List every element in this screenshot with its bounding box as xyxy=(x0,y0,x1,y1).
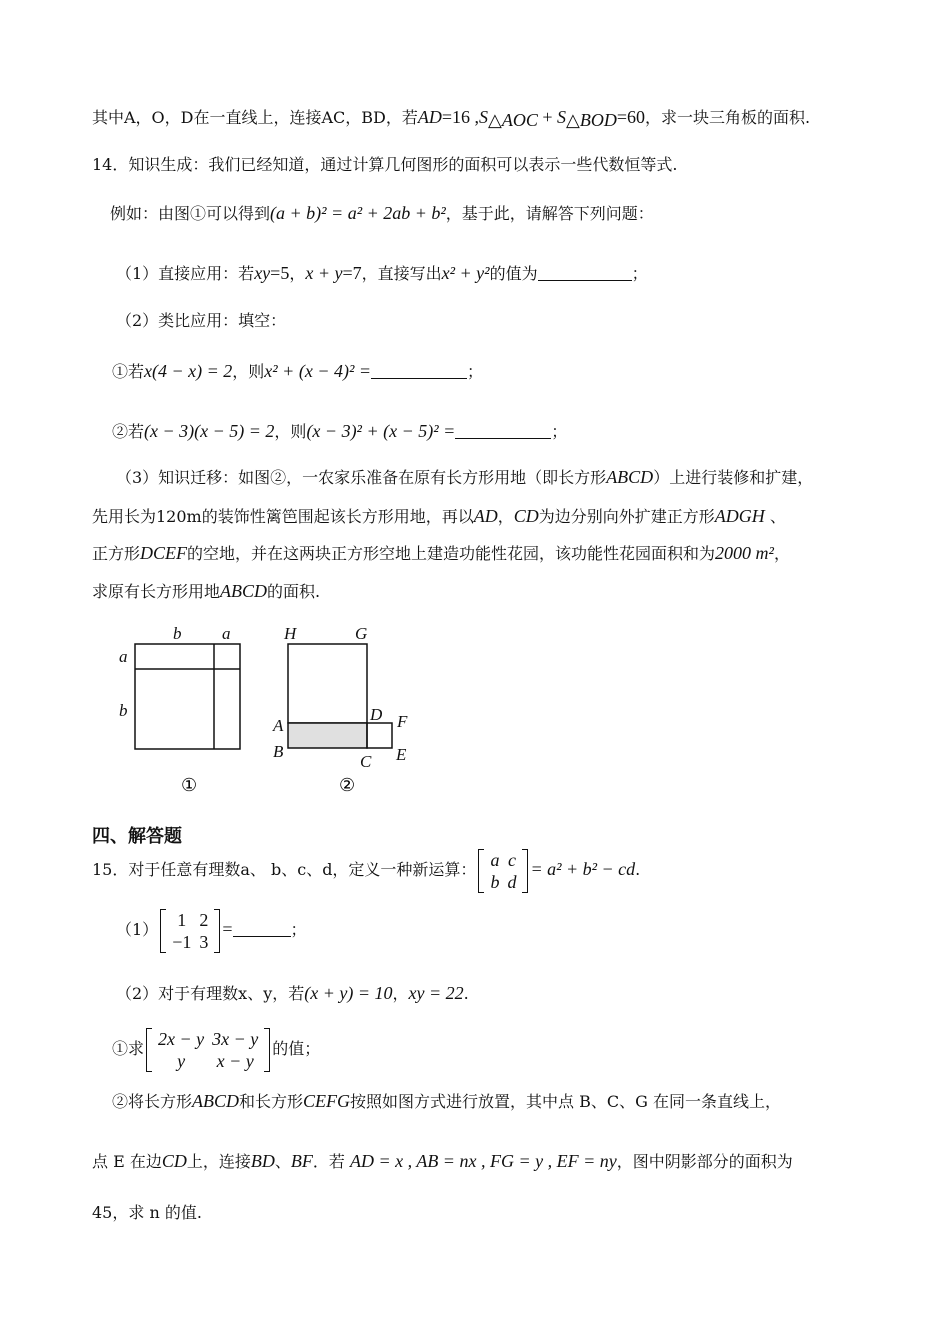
sub-label: ①求 xyxy=(112,1039,145,1058)
math-abcd: ABCD xyxy=(606,467,654,487)
m-cell: x − y xyxy=(216,1050,254,1071)
q14-part3-line1 xyxy=(116,466,813,489)
text-mid: ，则 xyxy=(232,362,265,381)
figure-1 xyxy=(119,624,240,796)
math-area: 2000 m² xyxy=(715,543,774,563)
text-end: . xyxy=(635,860,641,879)
m-cell: 2x − y xyxy=(158,1028,205,1049)
text: 求原有长方形用地 xyxy=(92,582,221,601)
fig1-label-a-top: a xyxy=(222,624,231,643)
math-cefg: CEFG xyxy=(303,1091,351,1111)
m-cell: y xyxy=(177,1050,186,1071)
answer-blank[interactable] xyxy=(455,422,551,439)
m-cell: 2 xyxy=(199,909,209,930)
math-sumsq: x² + y² xyxy=(441,263,490,283)
math-cd: CD xyxy=(161,1151,187,1171)
sub-label: ②若 xyxy=(112,422,145,441)
fig2-label-g: G xyxy=(355,624,368,643)
q13-text: 其中A，O，D在一直线上，连接AC，BD，若 xyxy=(92,108,418,127)
text-end: ； xyxy=(631,264,648,283)
math-eq: =60 xyxy=(616,107,646,127)
text: ，图中阴影部分的面积为 xyxy=(616,1152,793,1171)
math-abcd: ABCD xyxy=(192,1091,240,1111)
q15-part2 xyxy=(116,982,469,1005)
sep: ， xyxy=(289,264,306,283)
math-cd: CD xyxy=(513,506,539,526)
text: 先用长为120m的装饰性篱笆围起该长方形用地，再以 xyxy=(92,507,474,526)
m-cell: 1 xyxy=(177,909,187,930)
example-text: 例如：由图①可以得到 xyxy=(110,204,271,223)
math-bf: BF xyxy=(290,1151,313,1171)
fig2-label-e: E xyxy=(396,745,407,764)
math-expression: (x − 3)² + (x − 5)² = xyxy=(306,421,456,441)
math-dcef: DCEF xyxy=(140,543,188,563)
text: 、 xyxy=(764,507,786,526)
math-abcd: ABCD xyxy=(220,581,268,601)
fig2-label-h: H xyxy=(284,624,297,643)
fig2-square-adgh xyxy=(288,644,367,723)
math-eq: =5 xyxy=(270,263,290,283)
text-end: . xyxy=(463,984,469,1003)
text: 为边分别向外扩建正方形 xyxy=(538,507,715,526)
text-mid: ，直接写出 xyxy=(361,264,442,283)
fig1-outer-square xyxy=(135,644,240,749)
q15-sub2-line2 xyxy=(92,1150,793,1173)
fig2-rect-abcd xyxy=(288,723,367,748)
math-xy: xy xyxy=(254,263,271,283)
text: 点 E 在边 xyxy=(92,1152,162,1171)
fig2-label-d: D xyxy=(370,705,383,724)
text: （3）知识迁移：如图②，一农家乐准备在原有长方形用地（即长方形 xyxy=(116,468,607,487)
text: 、 xyxy=(274,1152,291,1171)
math-sub-bod: △BOD xyxy=(566,110,617,130)
m-cell: c xyxy=(507,849,516,870)
q14-example xyxy=(110,202,654,225)
sub-label: ①若 xyxy=(112,362,145,381)
answer-blank[interactable] xyxy=(371,362,467,379)
def-matrix xyxy=(478,849,528,893)
text-end: ； xyxy=(290,920,307,939)
m-cell: 3 xyxy=(199,931,209,952)
figure-2 xyxy=(272,624,408,796)
q14-part3-line2 xyxy=(92,505,786,528)
s1-matrix xyxy=(146,1028,270,1072)
def-rhs: = a² + b² − cd xyxy=(530,859,636,879)
text-end: ； xyxy=(467,362,484,381)
q14-part3-line3 xyxy=(92,542,790,565)
math-ad: AD xyxy=(473,506,498,526)
math-sum: (x + y) = 10 xyxy=(304,983,393,1003)
math-plus: + xyxy=(537,107,558,127)
math-condition: x(4 − x) = 2 xyxy=(144,361,233,381)
q14-sub1 xyxy=(112,360,483,383)
text: ．若 xyxy=(312,1152,345,1171)
math-sub-aoc: △AOC xyxy=(488,110,538,130)
text-mid: ，则 xyxy=(274,422,307,441)
math-sum: x + y xyxy=(305,263,343,283)
example-text-end: ，基于此，请解答下列问题： xyxy=(445,204,654,223)
m-cell: −1 xyxy=(172,931,192,952)
p1-matrix xyxy=(160,909,220,953)
math-s: S xyxy=(557,107,567,127)
m-cell: a xyxy=(490,849,500,870)
part-label: （1）直接应用：若 xyxy=(116,264,255,283)
q14-part1 xyxy=(116,262,648,285)
figures xyxy=(100,620,430,800)
q14-sub2 xyxy=(112,420,567,443)
math-adgh: ADGH xyxy=(714,506,765,526)
text: ）上进行装修和扩建， xyxy=(653,468,814,487)
q13-tail-line xyxy=(92,106,810,129)
fig2-label-c: C xyxy=(360,752,372,771)
fig1-label-b-left: b xyxy=(119,701,128,720)
q15-part1 xyxy=(116,906,307,953)
q13-end: ，求一块三角板的面积. xyxy=(645,108,811,127)
m-cell: d xyxy=(507,871,517,892)
answer-blank[interactable] xyxy=(538,264,632,281)
q14-part3-line4 xyxy=(92,580,320,603)
fig2-label-a: A xyxy=(273,716,284,735)
text-end: ； xyxy=(551,422,568,441)
text: 上，连接 xyxy=(186,1152,251,1171)
math-bd: BD xyxy=(250,1151,275,1171)
q15-sub2-line1 xyxy=(112,1090,781,1113)
math-s: S xyxy=(479,107,489,127)
fig2-label-b: B xyxy=(273,742,284,761)
m-cell: b xyxy=(490,871,500,892)
text: 按照如图方式进行放置，其中点 B、C、G 在同一条直线上， xyxy=(350,1092,781,1111)
text: 和长方形 xyxy=(239,1092,304,1111)
section-heading: 四、解答题 xyxy=(92,826,182,847)
text-post: 的值； xyxy=(272,1039,321,1058)
sep: ， xyxy=(392,984,409,1003)
math-eq: =16 xyxy=(441,107,471,127)
part-label: （1） xyxy=(116,920,159,939)
fig2-label-f: F xyxy=(397,712,408,731)
fig1-label-a-left: a xyxy=(119,647,128,666)
fig1-label-b-top: b xyxy=(173,624,182,643)
identity-formula: (a + b)² = a² + 2ab + b² xyxy=(270,203,446,223)
math-product: xy = 22 xyxy=(408,983,464,1003)
answer-blank[interactable] xyxy=(233,920,291,937)
text: 正方形 xyxy=(92,544,141,563)
fig2-square-dcef xyxy=(367,723,392,748)
text: 的空地，并在这两块正方形空地上建造功能性花园，该功能性花园面积和为 xyxy=(187,544,716,563)
math-comma: , xyxy=(470,107,480,127)
text: 的面积. xyxy=(267,582,321,601)
q15-text: 15．对于任意有理数a、 b、c、d，定义一种新运算： xyxy=(92,860,477,879)
text-post: 的值为 xyxy=(489,264,538,283)
q15-sub2-line3: 45，求 n 的值. xyxy=(92,1203,202,1222)
math-ad: AD xyxy=(417,107,442,127)
math-conditions: AD = x , AB = nx , FG = y , EF = ny xyxy=(350,1151,617,1171)
math-condition: (x − 3)(x − 5) = 2 xyxy=(144,421,275,441)
math-expression: x² + (x − 4)² = xyxy=(264,361,371,381)
math-eq: = xyxy=(222,919,233,939)
q14-intro: 14．知识生成：我们已经知道，通过计算几何图形的面积可以表示一些代数恒等式. xyxy=(92,155,678,174)
fig2-caption: ② xyxy=(339,775,356,796)
part-label: （2）对于有理数x、y，若 xyxy=(116,984,305,1003)
text: ， xyxy=(773,544,790,563)
text: ②将长方形 xyxy=(112,1092,193,1111)
q15-sub1 xyxy=(112,1026,320,1072)
text: ， xyxy=(497,507,514,526)
fig1-caption: ① xyxy=(181,775,198,796)
q15-intro xyxy=(92,846,640,893)
q14-part2: （2）类比应用：填空： xyxy=(116,311,287,330)
math-eq: =7 xyxy=(342,263,362,283)
m-cell: 3x − y xyxy=(212,1028,259,1049)
